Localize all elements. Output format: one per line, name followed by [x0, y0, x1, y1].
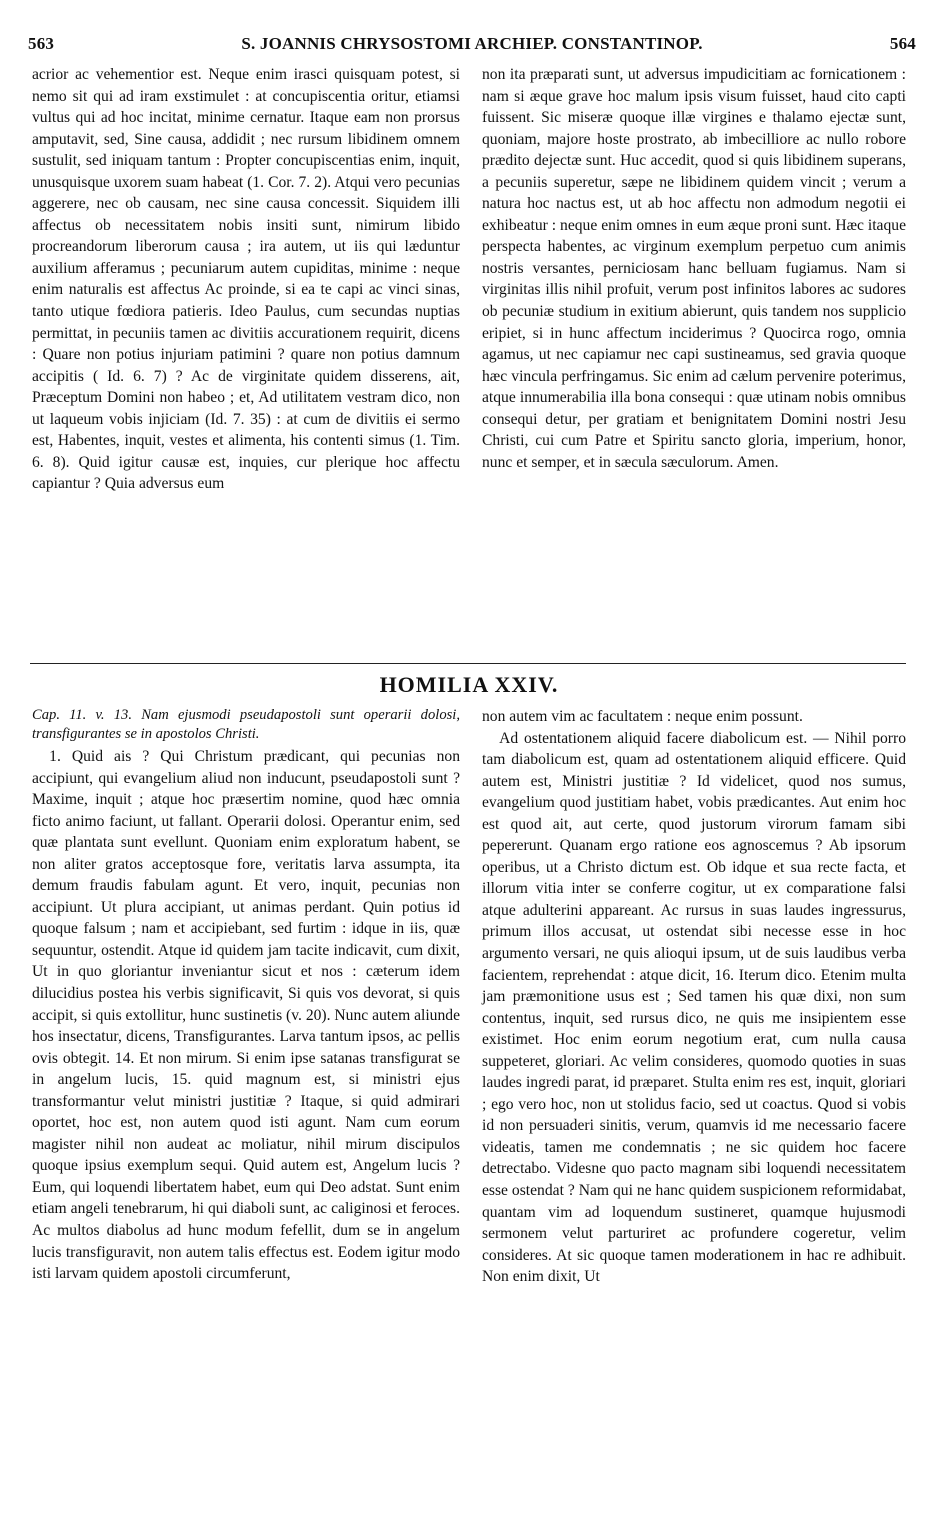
top-left-column	[32, 64, 460, 660]
running-title: S. JOANNIS CHRYSOSTOMI ARCHIEP. CONSTANTINOP.	[241, 34, 703, 53]
chapter-caption	[32, 706, 460, 744]
homily-heading: HOMILIA XXIV.	[379, 672, 559, 697]
paragraph: 1. Quid ais ? Qui Christum prædicant, qui pecunias non accipiunt, qui evangelium aliud non inducunt, pseudapostoli sunt ? Maxime, inquit ; atque hoc præsertim nomine, quod hæc omnia ficto animo faciunt, ut fallant. Operarii dolosi. Operantur enim, sed quæ plantata sunt evellunt. Quoniam enim exploratum habent, se non aliter gratos acceptosque fore, veritatis larva assumpta, ita demum fraudis fabulam agunt. Et vero, inquit, pecunias non accipiunt. Ut plura accipiant, ut animas perdant. Quin potius id quoque falsum ; nam et accipiebant, sed furtim : idque in iis, quæ sequuntur, ostendit. Atque id quidem jam tacite indicavit, cum dixit, Ut in quo gloriantur inveniantur sicut et nos : cæterum idem dilucidius postea his verbis significavit, Si quis vos devorat, si quis accipit, si quis extollitur, hunc sustinetis (v. 20). Nunc autem aliunde hos insectatur, dicens, Transfigurantes. Larva tantum ipsos, ac pellis ovis obtegit. 14. Et non mirum. Si enim ipse satanas transfigurat se in angelum lucis, 15. quid magnum est, si ministri ejus transformantur velut ministri justitiæ ? Itaque, si quid admirari oportet, hoc est, non autem quod isti agunt. Nam cum eorum magister nihil non audeat ac moliatur, nihil mirum discipulos quoque ipsius exemplum sequi. Quid autem est, Angelum lucis ? Eum, qui loquendi libertatem habet, eum qui Deo adstat. Sunt enim etiam angeli tenebrarum, hi qui diaboli sunt, ac caliginosi et feroces. Ac multos diabolus ad hunc modum fefellit, dum se in angelum lucis transfiguravit, non autem talis effectus est. Eodem igitur modo isti larvam quidem apostoli circumferunt,	[32, 748, 460, 1283]
section-divider	[30, 663, 906, 664]
paragraph: acrior ac vehementior est. Neque enim irasci quisquam potest, si nemo sit qui ad iram exstimulet : at concupiscentia oritur, etiamsi vultus qui ad hoc incitat, minime cernatur. Itaque eam non prorsus amputavit, sed, Sine causa, addidit ; nec rursum libidinem omnem sustulit, sed iniquam tantum : Propter concupiscentias enim, inquit, unusquisque uxorem suam habeat (1. Cor. 7. 2). Atqui vero pecunias aggerere, nec ob causam, nec sine causa concessit. Siquidem illi affectus ob necessitatem nobis insiti sunt, nimirum libido procreandorum liberorum causa ; ira autem, ut iis qui læduntur auxilium afferamus ; pecuniarum autem cupiditas, minime : neque enim naturalis est affectus Ac proinde, si ea te capi ac vinci sinas, tanto utique fœdiora patieris. Ideo Paulus, cum secundas nuptias permittat, in pecuniis tamen ac divitiis accurationem requirit, dicens : Quare non potius injuriam patimini ? quare non potius damnum accipitis ( Id. 6. 7) ? Ac de virginitate quidem disserens, ait, Præceptum Domini non habeo ; et, Ad utilitatem vestram dico, non ut laqueum vobis injiciam (Id. 7. 35) : at cum de divitiis ei sermo est, Habentes, inquit, vestes et alimenta, his contenti simus (1. Tim. 6. 8). Quid igitur causæ est, inquies, cur plerique hoc affectu capiantur ? Quia adversus eum	[32, 66, 460, 493]
caption-text: Cap. 11. v. 13. Nam ejusmodi pseudapostoli sunt operarii dolosi, transfigurantes se in apostolos Christi.	[32, 707, 460, 742]
top-right-column	[482, 64, 906, 660]
paragraph: non ita præparati sunt, ut adversus impudicitiam ac fornicationem : nam si æque grave hoc malum ipsis visum fuisset, haud cito capti fuissent. Sic miseræ quoque illæ virgines e thalamo ejectæ sunt, quoniam, majore hoste prostrato, ab imbecilliore ac nullo robore prædito dejectæ sunt. Huc accedit, quod si quis libidinem superans, a pecuniis superetur, sæpe ne libidinem quidem vincit ; verum a natura hoc nactus est, ut ab hoc affectu non admodum negotii ei exhibeatur : neque enim omnes in eum æque proni sunt. Hæc itaque perspecta habentes, ac virginum exemplum perpetuo cum animis nostris versantes, perniciosam hanc belluam fugiamus. Nam si virginitas illis nihil profuit, verum post infinitos labores ac sudores ob pecuniæ studium in exitium abierunt, quis tandem nos supplicio eripiet, si in hunc affectum inciderimus ? Quocirca rogo, omnia agamus, ut nec capiamur nec capi sustineamus, sed gravia quoque hæc vincula perfringamus. Sic enim ad cælum pervenire poterimus, atque innumerabilia illa bona consequi : quæ utinam nobis omnibus consequi detur, per gratiam et benignitatem Domini nostri Jesu Christi, cui cum Patre et Spiritu sancto gloria, imperium, honor, nunc et semper, et in sæcula sæculorum. Amen.	[482, 66, 906, 471]
bottom-right-column	[482, 706, 906, 1526]
paragraph: Ad ostentationem aliquid facere diabolicum est. — Nihil porro tam diabolicum est, quam ad ostentationem aliquid efficere. Quid autem est, Ministri justitiæ ? Id videlicet, quod nos sumus, evangelium quod justitiam habet, vobis prædicantes. Aut enim hoc est quod ait, aut certe, quod justorum virorum famam sibi pepererunt. Quanam ergo ratione eos agnoscemus ? Ab ipsorum operibus, ut a Christo dictum est. Ob idque et sua recte facta, et illorum vitia inter se conferre cogitur, ut ex comparatione falsi atque adulterini appareant. Ac rursus in suas laudes ingressurus, primum illos accusat, ut ostendat sibi necesse esse in hoc argumento versari, ne quis alioqui ipsum, ut de suis laudibus verba facientem, reprehendat : atque dicit, 16. Iterum dico. Etenim multa jam præmonitione usus est ; Sed tamen his quæ dixi, non sum contentus, inquit, sed rursus dico, ne quis me insipientem esse existimet. Hoc enim eorum negotium erat, cum nulla causa suppeteret, gloriari. Ac velim consideres, quomodo quoties in suas laudes ingredi parat, id præparet. Stulta enim res est, inquit, gloriari ; ego vero hoc, non ut stolidus facio, sed ut coactus. Quod si vobis id non persuaderi sinitis, verum, quamvis id me necessario facere videatis, tamen me condemnatis ; ne sic quidem hoc facere detrectabo. Videsne quo pacto magnam sibi loquendi necessitatem esse ostendat ? Nam qui ne hanc quidem suspicionem reformidabat, quantam vim ad loquendum sustineret, quamque hujusmodi sermonem velut parturiret ac profundere cogeretur, velim consideres. At sic quoque tamen moderationem in hac re adhibuit. Non enim dixit, Ut	[482, 729, 906, 1286]
running-head	[28, 34, 916, 58]
page-number-right: 564	[889, 34, 916, 53]
bottom-left-column	[32, 706, 460, 1526]
page-number-left: 563	[28, 34, 55, 53]
paragraph: non autem vim ac facultatem : neque enim possunt.	[482, 708, 803, 725]
